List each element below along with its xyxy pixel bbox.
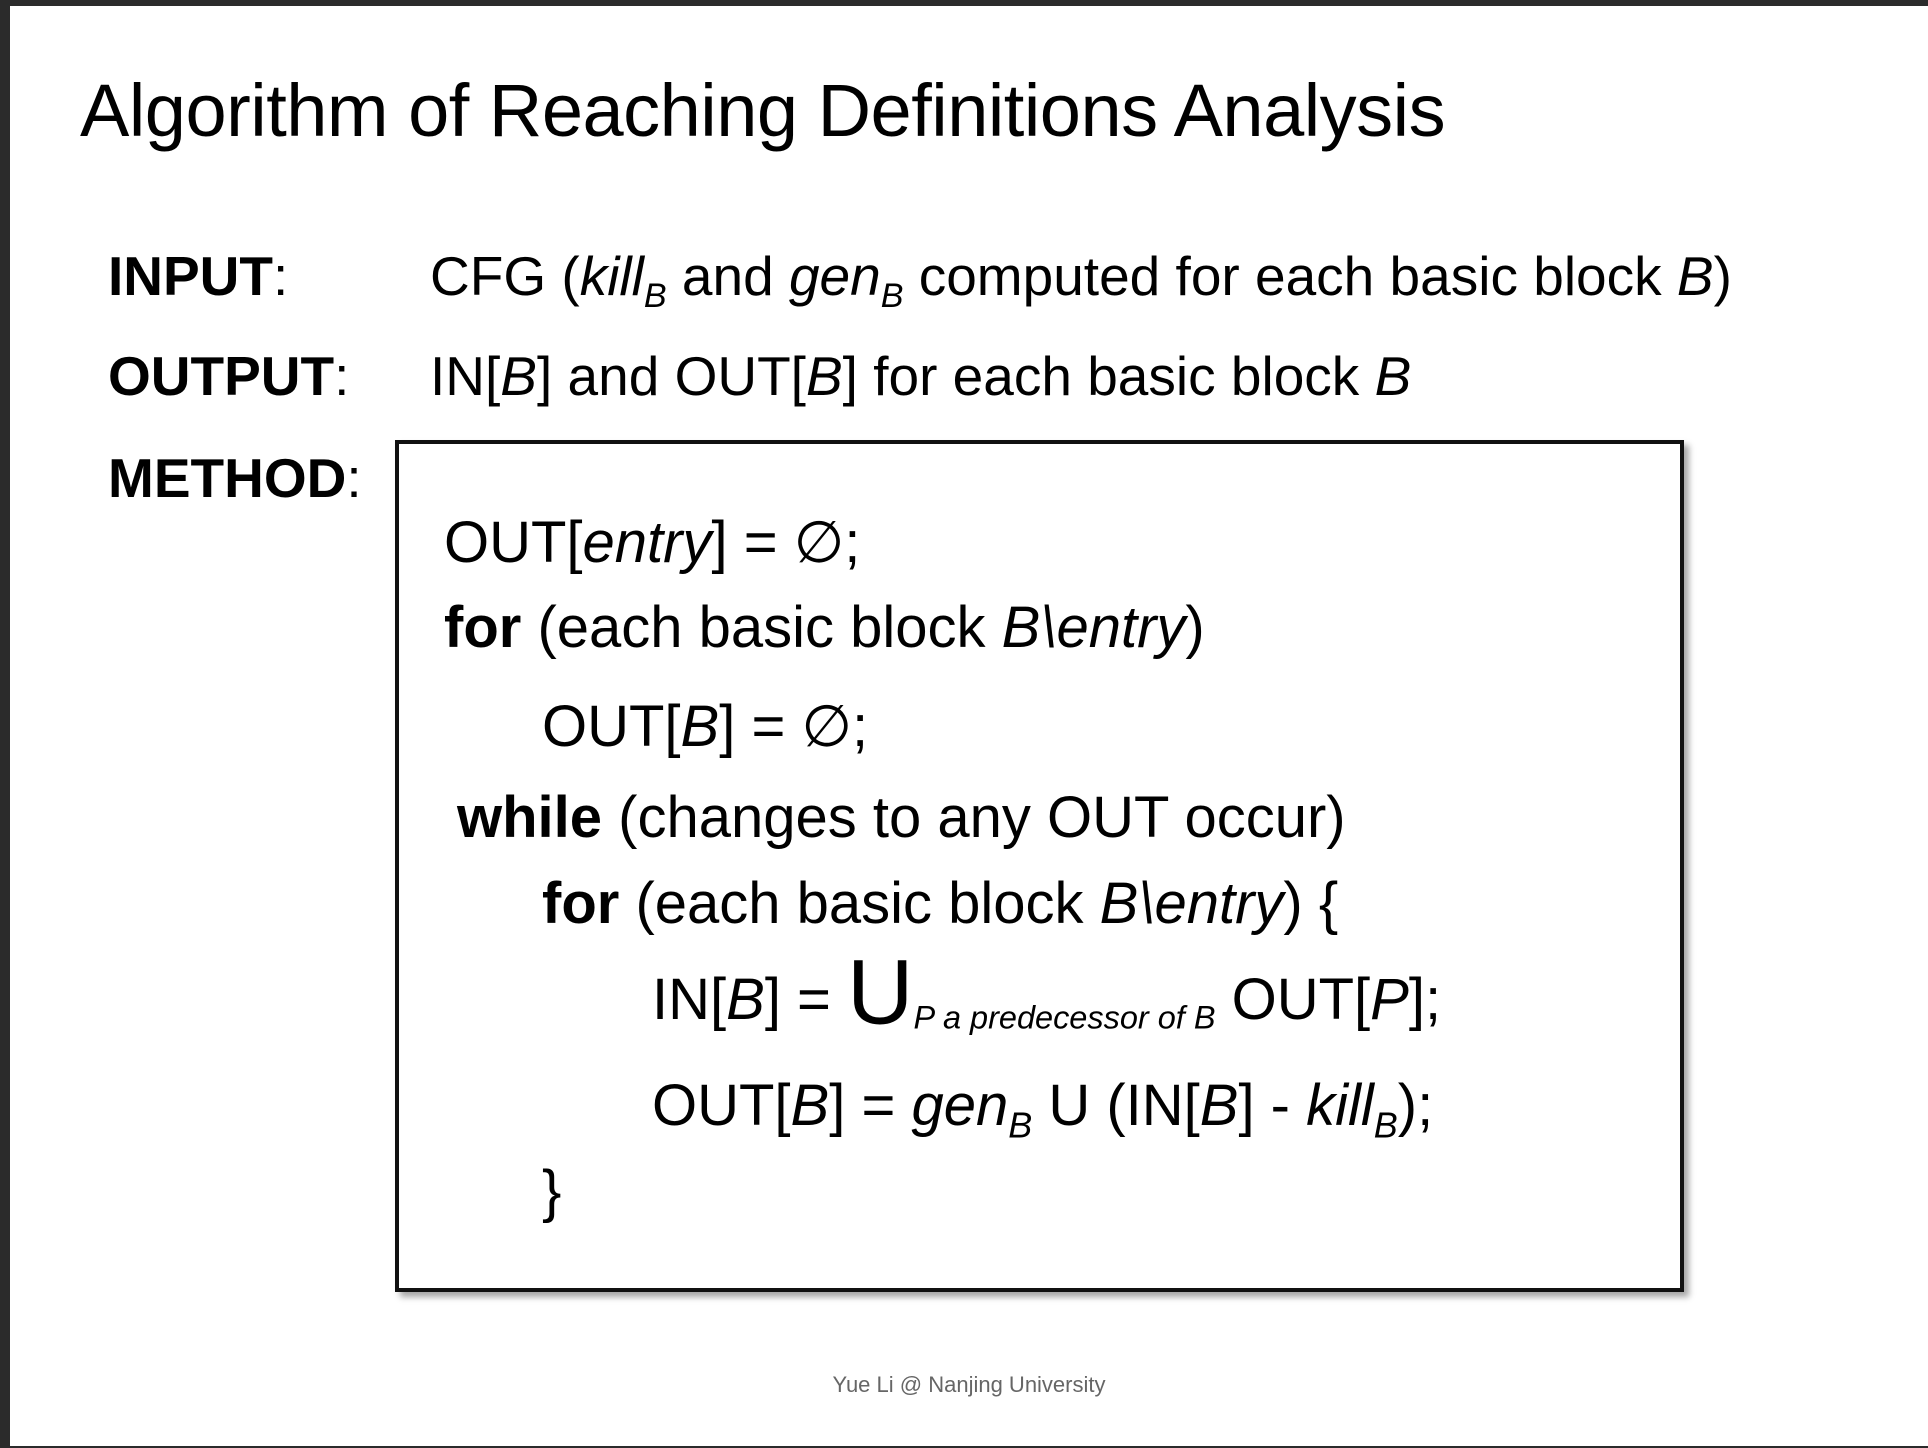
code-line-4: while (changes to any OUT occur): [457, 785, 1346, 850]
slide-footer: Yue Li @ Nanjing University: [832, 1372, 1106, 1397]
input-text: CFG (kill$_B$ and gen$_B$ computed for each basic block B): [430, 245, 1732, 315]
slide: [10, 6, 1928, 1448]
code-line-8: }: [542, 1159, 562, 1224]
code-line-7: OUT[B] = gen$_B$ U (IN[B] - kill$_B$);: [652, 1073, 1434, 1146]
code-line-3: OUT[B] = ∅;: [542, 694, 869, 759]
slide-title: Algorithm of Reaching Definitions Analysis: [80, 69, 1446, 152]
method-box: [395, 440, 1684, 1292]
output-text: IN[B] and OUT[B] for each basic block B: [430, 345, 1412, 407]
code-line-2: for (each basic block B\entry): [444, 595, 1205, 660]
method-label: METHOD:: [108, 447, 362, 509]
code-line-1: OUT[entry] = ∅;: [444, 510, 861, 575]
output-label: OUTPUT:: [108, 345, 350, 407]
input-label: INPUT:: [108, 245, 289, 307]
code-line-5: for (each basic block B\entry) {: [542, 871, 1339, 936]
union-symbol: U: [847, 941, 914, 1044]
code-line-6: $IN[B] = U_{P a predecessor of B}$ OUT[P];: [652, 941, 1442, 1044]
